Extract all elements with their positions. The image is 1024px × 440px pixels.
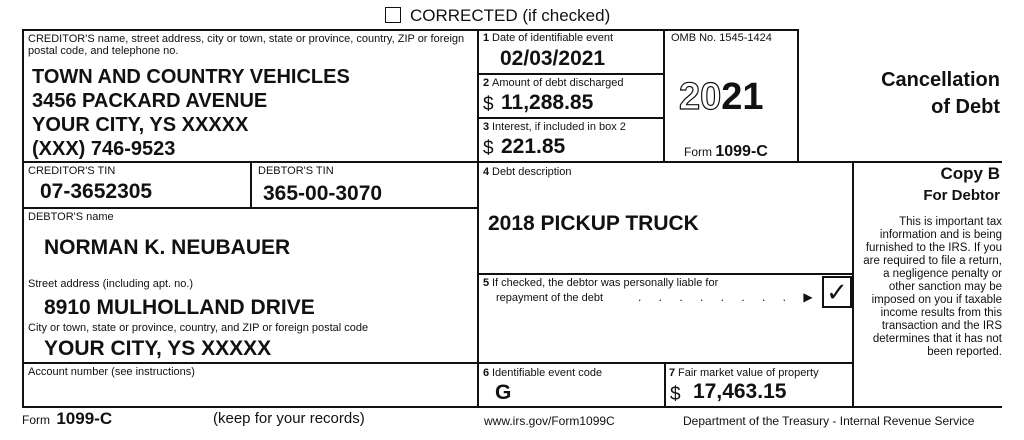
- divider-box4-bottom: [477, 273, 853, 275]
- divider-box6-right: [664, 362, 666, 407]
- box5-label-line1: If checked, the debtor was personally liable for: [492, 277, 719, 289]
- box1-number: 1: [483, 32, 490, 44]
- corrected-checkbox[interactable]: [385, 7, 401, 23]
- copy-subtitle: For Debtor: [923, 187, 1000, 204]
- box7-number: 7: [669, 367, 676, 379]
- debtor-city: YOUR CITY, YS XXXXX: [44, 337, 272, 360]
- debtor-name-label: DEBTOR'S name: [28, 211, 114, 223]
- creditor-tin-value: 07-3652305: [40, 180, 153, 203]
- tax-year-prefix: 20: [679, 76, 722, 118]
- footer-department: Department of the Treasury - Internal Revenue Service: [683, 414, 975, 428]
- debtor-name: NORMAN K. NEUBAUER: [44, 236, 291, 259]
- box5-leader-dots: . . . . . . . . ▶: [638, 290, 820, 304]
- box4-label: Debt description: [492, 166, 572, 178]
- form-title: [810, 67, 1000, 121]
- footer-form-id: [22, 409, 112, 429]
- footer-form-number: 1099-C: [56, 409, 113, 428]
- footer-url: www.irs.gov/Form1099C: [484, 414, 615, 428]
- creditor-street: 3456 PACKARD AVENUE: [32, 90, 268, 112]
- omb-number: OMB No. 1545-1424: [671, 32, 772, 44]
- divider-tin-bottom: [22, 207, 478, 209]
- box5-checkbox[interactable]: ✓: [822, 276, 852, 308]
- copy-notice: This is important tax information and is being furnished to the IRS. If you are required to file a return, a negligence penalty or other sanction may be imposed on you if taxable income results from this transaction and the IRS determines that it has not been reported.: [863, 216, 1002, 358]
- debtor-tin-label: DEBTOR'S TIN: [258, 165, 334, 177]
- box5-number: 5: [483, 277, 490, 289]
- box6-code: G: [495, 381, 512, 404]
- divider-box1-bottom: [477, 73, 664, 75]
- omb-form-word: Form: [684, 145, 712, 159]
- box2-label: Amount of debt discharged: [492, 77, 624, 89]
- account-number-label: Account number (see instructions): [28, 366, 195, 378]
- form-title-line1: Cancellation: [881, 69, 1000, 91]
- box7-amount: 17,463.15: [693, 380, 787, 403]
- box2-currency: $: [483, 94, 494, 115]
- creditor-label: CREDITOR'S name, street address, city or town, state or province, country, ZIP or foreign postal code, and telephone no.: [28, 33, 465, 57]
- divider-creditor-right: [477, 29, 479, 407]
- box7-label: Fair market value of property: [678, 367, 819, 379]
- debtor-tin-value: 365-00-3070: [263, 182, 383, 205]
- box6-label: Identifiable event code: [492, 367, 603, 379]
- creditor-city: YOUR CITY, YS XXXXX: [32, 114, 249, 136]
- form-title-line2: of Debt: [931, 96, 1000, 118]
- box3-label: Interest, if included in box 2: [492, 121, 626, 133]
- omb-form-id: [684, 143, 768, 161]
- creditor-name: TOWN AND COUNTRY VEHICLES: [32, 66, 350, 88]
- debtor-street: 8910 MULHOLLAND DRIVE: [44, 296, 315, 319]
- divider-row1-bottom: [22, 161, 1002, 163]
- box1-label: Date of identifiable event: [492, 32, 614, 44]
- box3-amount: 221.85: [501, 135, 566, 158]
- box4-number: 4: [483, 166, 490, 178]
- divider-omb-right: [797, 29, 799, 162]
- box2-amount: 11,288.85: [501, 91, 594, 114]
- footer-form-word: Form: [22, 413, 50, 427]
- box6-number: 6: [483, 367, 490, 379]
- form-left-border: [22, 29, 24, 407]
- box5-label-line2: repayment of the debt: [496, 292, 604, 304]
- divider-box2-bottom: [477, 117, 664, 119]
- box7-currency: $: [670, 384, 681, 405]
- box3-number: 3: [483, 121, 490, 133]
- debtor-city-label: City or town, state or province, country, and ZIP or foreign postal code: [28, 322, 369, 334]
- debtor-street-label: Street address (including apt. no.): [28, 278, 194, 290]
- divider-boxes123-right: [663, 29, 665, 162]
- omb-form-number: 1099-C: [715, 143, 768, 160]
- box2-number: 2: [483, 77, 490, 89]
- creditor-phone: (XXX) 746-9523: [32, 138, 176, 160]
- box3-currency: $: [483, 138, 494, 159]
- corrected-label: CORRECTED (if checked): [410, 6, 611, 25]
- divider-tin-middle: [250, 161, 252, 208]
- box1-date: 02/03/2021: [500, 47, 606, 70]
- footer-keep: (keep for your records): [213, 410, 365, 427]
- divider-debtor-bottom: [22, 362, 853, 364]
- divider-copy-left: [852, 161, 854, 407]
- form-bottom-border: [22, 406, 1002, 408]
- tax-year: [679, 75, 764, 119]
- copy-title: Copy B: [940, 164, 1000, 183]
- tax-year-suffix: 21: [721, 76, 764, 118]
- form-top-border: [22, 29, 798, 31]
- creditor-tin-label: CREDITOR'S TIN: [28, 165, 116, 177]
- box4-description: 2018 PICKUP TRUCK: [488, 212, 699, 235]
